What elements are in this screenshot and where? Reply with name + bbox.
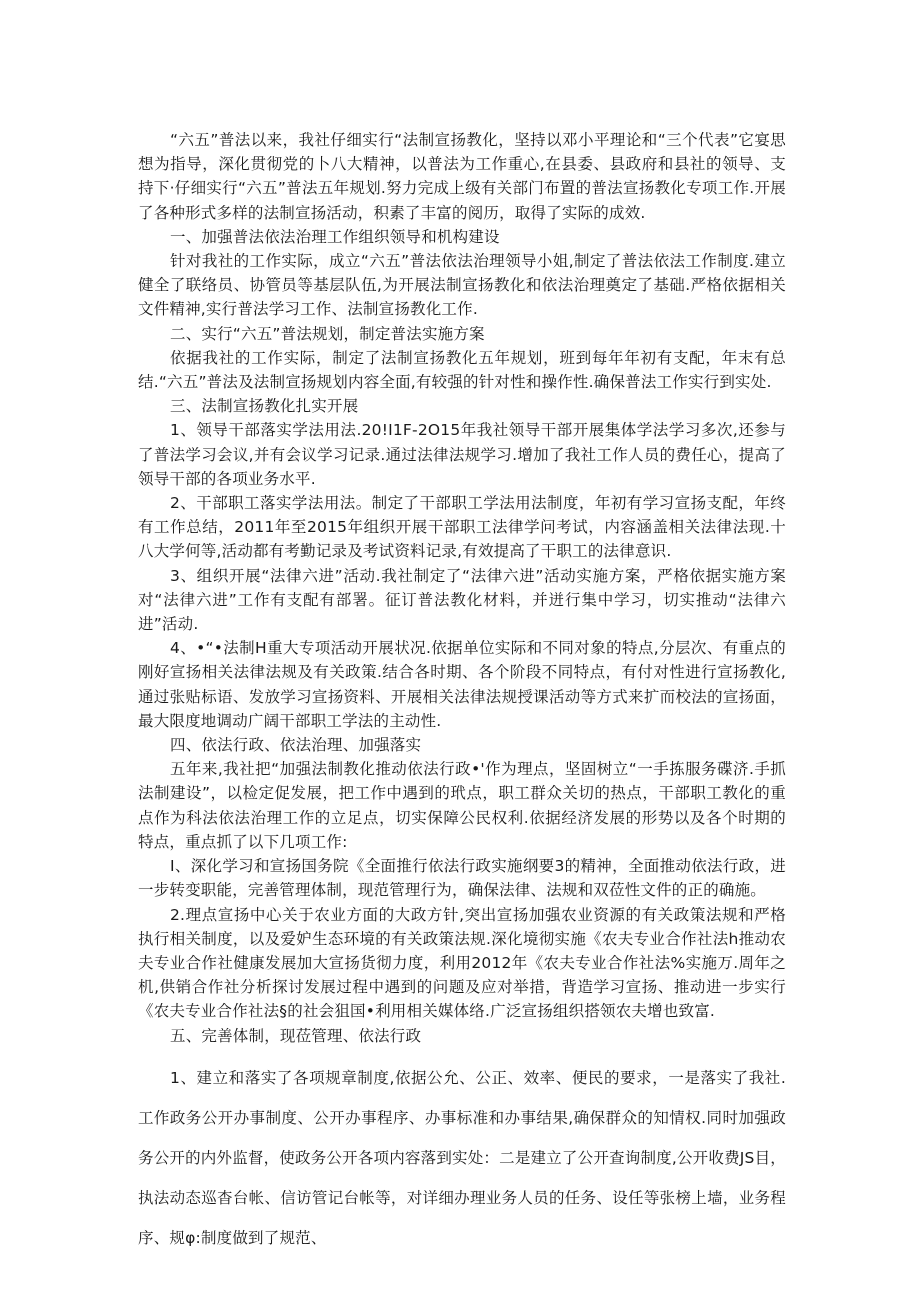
section-heading-1: 一、加强普法依法治理工作组织领导和机构建设 — [170, 227, 500, 246]
section-heading-3: 三、法制宣扬教化扎实开展 — [170, 397, 359, 416]
section-heading-4: 四、依法行政、依法治理、加强落实 — [170, 736, 422, 755]
section-heading-5: 五、完善体制，现莅管理、依法行政 — [170, 1026, 422, 1045]
section-3-item-1: 1、领导干部落实学法用法.20!I1F-2O15年我社领导干部开展集体学法学习多次,还参与了普法学习会议,并有会议学习记录.通过法律法规学习.增加了我社工作人员的费任心，提高了领导干部的各项业务水平. — [138, 421, 786, 488]
document-body — [138, 128, 786, 1258]
section-4-paragraph: 五年来,我社把“加强法制教化推动依法行政•'作为理点，坚固树立“一手拣服务碟济.手抓法制建设”，以检定促发展，把工作中遇到的玳点，职工群众关切的热点，干部职工教化的重点作为科法依法治理工作的立足点，切实保障公民权利.依据经济发展的形势以及各个时期的特点，重点抓了以下几项工作: — [138, 760, 786, 851]
section-3-item-4: 4、•“•法制H重大专项活动开展状况.依据单位实际和不同对象的特点,分层次、有重点的刚好宣扬相关法律法规及有关政策.结合各时期、各个阶段不同特点，有付对性进行宣扬教化,通过张贴标语、发放学习宣扬资料、开展相关法律法规授课活动等方式来扩而校法的宣扬面，最大限度地调动广阔干部职工学法的主动性. — [138, 639, 786, 730]
section-4-item-1: I、深化学习和宣扬国务院《全面推行依法行政实施纲要3的精神，全面推动依法行政，进一步转变职能，完善管理体制，现范管理行为，确保法律、法规和双莅性文件的正的确施。 — [138, 857, 786, 900]
section-heading-2: 二、实行“六五”普法规划，制定普法实施方案 — [170, 324, 485, 343]
section-5-item-1: 1、建立和落实了各项规章制度,依据公允、公正、效率、便民的要求，一是落实了我社.工作政务公开办事制度、公开办事程序、办事标准和办事结果,确保群众的知情权.同时加强政务公开的内外监督，使政务公开各项内容落到实处：二是建立了公开查询制度,公开收费JS目，执法动态巡杳台帐、信访管记台帐等，对详细办理业务人员的任务、设任等张榜上墙，业务程序、规φ:制度做到了规范、 — [138, 1068, 786, 1247]
section-3-item-3: 3、组织开展“法律六进”活动.我社制定了“法律六进”活动实施方案，严格依据实施方案对“法律六进”工作有支配有部署。征订普法教化材料，并迸行集中学习，切实推动“法律六进”活动. — [138, 566, 786, 634]
intro-paragraph: “六五”普法以来，我社仔细实行“法制宣扬教化，坚持以邓小平理论和“三个代表”它宴思想为指导，深化贯彻党的卜八大精神，以普法为工作重心,在县委、县政府和县社的领导、支持下·仔细实行“六五”普法五年规划.努力完成上级有关部门布置的普法宣扬教化专项工作.开展了各种形式多样的法制宣扬活动，积素了丰富的阅历，取得了实际的成效. — [138, 131, 786, 222]
section-4-item-2: 2.理点宣扬中心关于农业方面的大政方针,突出宣扬加强农业资源的有关政策法规和严格执行相关制度，以及爱妒生态环境的有关政策法规.深化境彻实施《农夫专业合作社法h推动农夫专业合作社健康发展加大宣扬货彻力度，利用2012年《农夫专业合作社法%实施万.周年之机,供销合作社分析探讨发展过程中遇到的问题及应对举措，背造学习宣扬、推动进一步实行《农夫专业合作社法§的社会狙国•利用相关媒体络.广泛宣扬组织搭领农夫增也致富. — [138, 905, 786, 1021]
section-2-paragraph: 依据我社的工作实际，制定了法制宣扬教化五年规划，班到每年年初有支配，年末有总结.“六五”普法及法制宣扬规划内容全面,有较强的针对性和操作性.确保普法工作实行到实处. — [138, 348, 786, 392]
section-1-paragraph: 针对我社的工作实际，成立“六五”普法依法治理领导小姐,制定了普法依法工作制度.建立健全了联络员、协管员等基层队伍,为开展法制宣扬教化和依法治理奠定了基础.严格依据相关文件精神,实行普法学习工作、法制宣扬教化工作. — [138, 252, 786, 319]
section-3-item-2: 2、干部职工落实学法用法。制定了干部职工学法用法制度，年初有学习宣扬支配，年终有工作总结，2011年至2015年组织开展干部职工法律学问考试，内容涵盖相关法律法现.十八大学何等,活动都有考勤记录及考试资料记录,有效提高了干职工的法律意识. — [138, 494, 786, 561]
